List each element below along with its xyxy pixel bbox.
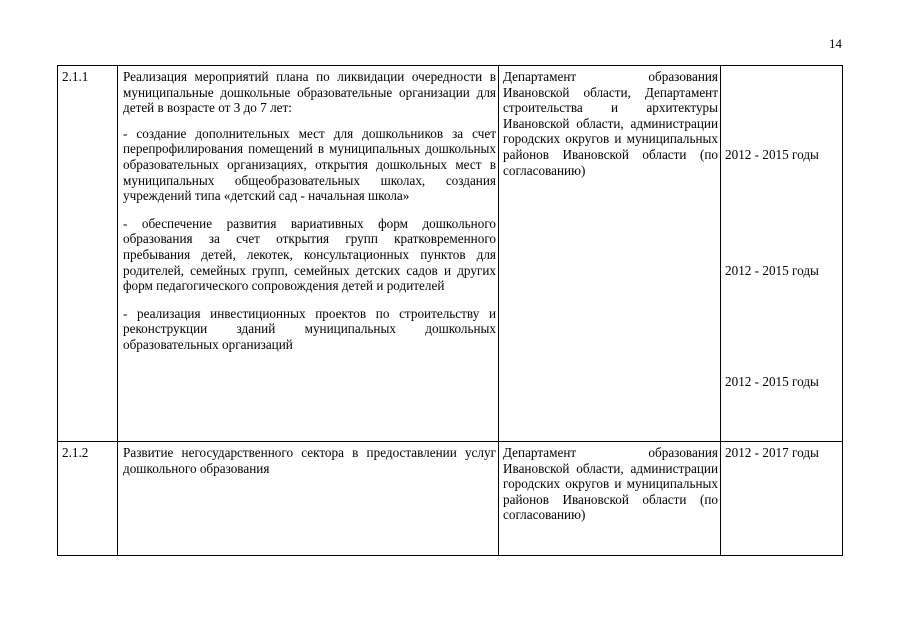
activity-cell <box>118 66 499 442</box>
sub-item-term: 2012 - 2015 годы <box>725 262 819 278</box>
row-code: 2.1.2 <box>58 442 118 556</box>
sub-item-text: - обеспечение развития вариативных форм дошкольного образования за счет открытия групп кратковременного пребывания детей, лекотек, консультационных пунктов для родителей, семейных групп, семейных детских садов и других форм педагогического сопровождения детей и родителей <box>123 215 496 294</box>
term-cell <box>721 66 843 442</box>
sub-item-term: 2012 - 2015 годы <box>725 374 819 390</box>
activities-table <box>57 65 843 556</box>
sub-item-text: - создание дополнительных мест для дошкольников за счет перепрофилирования помещений в муниципальных дошкольных образовательных организациях, открытия дошкольных мест в муниципальных общеобразовательных школах, создания учреждений типа «детский сад - начальная школа» <box>123 125 496 204</box>
sub-item-text: - реализация инвестиционных проектов по строительству и реконструкции зданий муниципальных дошкольных образовательных организаций <box>123 305 496 352</box>
activity-title: Реализация мероприятий плана по ликвидации очередности в муниципальные дошкольные образовательные организации для детей в возрасте от 3 до 7 лет: <box>123 69 496 116</box>
row-code: 2.1.1 <box>58 66 118 442</box>
activity-title: Развитие негосударственного сектора в предоставлении услуг дошкольного образования <box>123 445 496 476</box>
sub-item-term: 2012 - 2015 годы <box>725 147 819 162</box>
executor-cell: Департамент образования Ивановской области, Департамент строительства и архитектуры Ивановской области, администрации городских округов и муниципальных районов Ивановской области (по согласованию) <box>499 66 721 442</box>
page-number: 14 <box>829 36 842 51</box>
table-row <box>58 66 843 442</box>
activity-cell <box>118 442 499 556</box>
table-row <box>58 442 843 556</box>
executor-cell: Департамент образования Ивановской области, администрации городских округов и муниципальных районов Ивановской области (по согласованию) <box>499 442 721 556</box>
term-cell: 2012 - 2017 годы <box>721 442 843 556</box>
